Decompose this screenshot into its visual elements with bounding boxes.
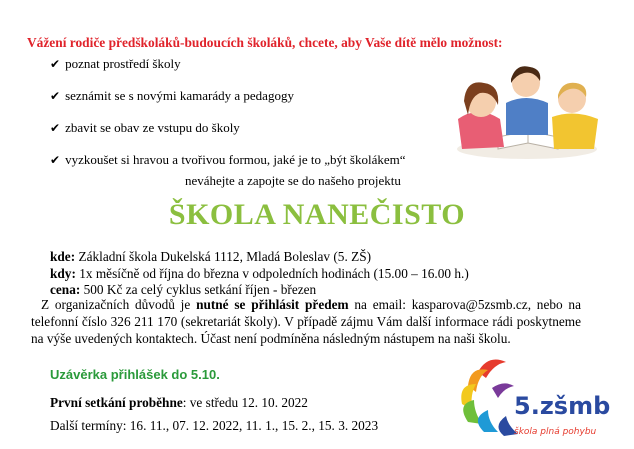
- logo-slogan: škola plná pohybu: [514, 427, 597, 437]
- list-item: ✔ vyzkoušet si hravou a tvořivou formou, jaké je to „být školákem“: [50, 152, 406, 167]
- invite-text: neváhejte a zapojte se do našeho projektu: [185, 173, 401, 188]
- checkmark-icon: ✔: [50, 89, 61, 103]
- school-logo: [448, 352, 610, 442]
- list-item: ✔ poznat prostředí školy: [50, 56, 181, 71]
- first-meeting: První setkání proběhne: ve středu 12. 10. 2022: [50, 395, 308, 410]
- list-item: ✔ zbavit se obav ze vstupu do školy: [50, 120, 240, 135]
- project-title: ŠKOLA NANEČISTO: [168, 198, 466, 231]
- logo-text: 5.zšmb: [514, 392, 610, 420]
- checkmark-icon: ✔: [50, 57, 61, 71]
- list-item: ✔ seznámit se s novými kamarády a pedagogy: [50, 88, 294, 103]
- checkmark-icon: ✔: [50, 153, 61, 167]
- checkmark-icon: ✔: [50, 121, 61, 135]
- page-heading: Vážení rodiče předškoláků-budoucích školáků, chcete, aby Vaše dítě mělo možnost:: [27, 35, 503, 50]
- next-dates: Další termíny: 16. 11., 07. 12. 2022, 11. 1., 15. 2., 15. 3. 2023: [50, 418, 379, 433]
- info-location: kde: Základní škola Dukelská 1112, Mladá Boleslav (5. ZŠ): [50, 249, 372, 264]
- registration-paragraph: Z organizačních důvodů je nutné se přihlásit předem na email: kasparova@5zsmb.cz, nebo na telefonní číslo 326 211 170 (sekretariát školy). V případě zájmu Vám další informace rádi poskytneme na výše uvedených kontaktech. Účast není podmíněna následným nástupem na naši školu.: [31, 297, 581, 346]
- info-price: cena: 500 Kč za celý cyklus setkání říjen - březen: [50, 282, 317, 297]
- info-time: kdy: 1x měsíčně od října do března v odpoledních hodinách (15.00 – 16.00 h.): [50, 266, 469, 281]
- deadline-text: Uzávěrka přihlášek do 5.10.: [50, 367, 220, 382]
- children-photo: [448, 57, 606, 165]
